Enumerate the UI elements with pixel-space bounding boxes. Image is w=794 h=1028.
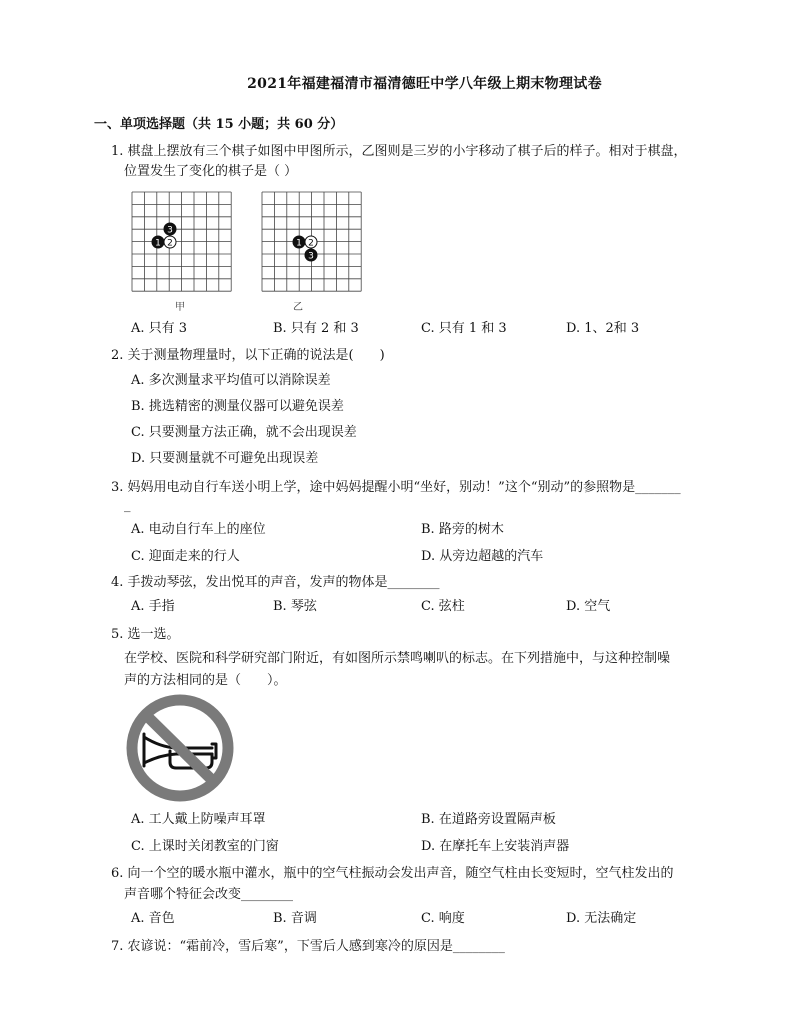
q2-option-a[interactable]: A. 多次测量求平均值可以消除误差 — [131, 373, 331, 388]
chessboard-b — [258, 188, 370, 298]
question-3-text-cont: _ — [124, 498, 131, 513]
q6-option-d[interactable]: D. 无法确定 — [566, 911, 637, 926]
q5-option-a[interactable]: A. 工人戴上防噪声耳罩 — [131, 812, 266, 827]
q4-option-b[interactable]: B. 琴弦 — [273, 599, 317, 614]
question-6-text-cont: 声音哪个特征会改变________ — [124, 887, 294, 902]
stone-3 — [305, 249, 317, 262]
question-5-text-cont2: 声的方法相同的是（ ）。 — [124, 673, 287, 688]
q3-option-d[interactable]: D. 从旁边超越的汽车 — [421, 549, 544, 564]
question-3-text: 3. 妈妈用电动自行车送小明上学，途中妈妈提醒小明“坐好，别动！”这个“别动”的参照物是_______ — [111, 480, 681, 495]
stone-3 — [164, 223, 176, 236]
stone-1 — [152, 236, 164, 249]
q1-option-d[interactable]: D. 1、2和 3 — [566, 321, 640, 336]
q2-option-b[interactable]: B. 挑选精密的测量仪器可以避免误差 — [131, 399, 344, 414]
q5-option-c[interactable]: C. 上课时关闭教室的门窗 — [131, 839, 279, 854]
question-7-text: 7. 农谚说：“霜前冷，雪后寒”，下雪后人感到寒冷的原因是________ — [111, 939, 505, 954]
chessboard-a — [128, 188, 240, 298]
question-1-text: 1. 棋盘上摆放有三个棋子如图中甲图所示，乙图则是三岁的小宇移动了棋子后的样子。相对于棋盘， — [111, 144, 687, 159]
question-5-text: 5. 选一选。 — [111, 627, 180, 642]
svg-text:1: 1 — [296, 238, 302, 249]
q4-option-d[interactable]: D. 空气 — [566, 599, 611, 614]
svg-text:1: 1 — [155, 238, 161, 249]
page-title: 2021年福建福清市福清德旺中学八年级上期末物理试卷 — [247, 76, 602, 92]
q3-option-b[interactable]: B. 路旁的树木 — [421, 522, 504, 537]
question-2-text: 2. 关于测量物理量时，以下正确的说法是( ) — [111, 348, 385, 363]
question-6-text: 6. 向一个空的暖水瓶中灌水，瓶中的空气柱振动会发出声音，随空气柱由长变短时，空气柱发出的 — [111, 866, 674, 881]
board-b-label: 乙 — [293, 302, 303, 313]
q6-option-b[interactable]: B. 音调 — [273, 911, 317, 926]
question-4-text: 4. 手拨动琴弦，发出悦耳的声音，发声的物体是________ — [111, 575, 440, 590]
svg-text:3: 3 — [308, 251, 314, 262]
q4-option-a[interactable]: A. 手指 — [131, 599, 175, 614]
svg-text:2: 2 — [308, 238, 314, 249]
q4-option-c[interactable]: C. 弦柱 — [421, 599, 465, 614]
stone-2 — [305, 236, 317, 249]
stone-2 — [164, 236, 176, 249]
q3-option-a[interactable]: A. 电动自行车上的座位 — [131, 522, 266, 537]
q5-option-d[interactable]: D. 在摩托车上安装消声器 — [421, 839, 570, 854]
stone-1 — [293, 236, 305, 249]
svg-text:2: 2 — [167, 238, 173, 249]
question-1-text-cont: 位置发生了变化的棋子是（ ） — [124, 164, 298, 179]
q1-option-b[interactable]: B. 只有 2 和 3 — [273, 321, 359, 336]
question-5-text-cont1: 在学校、医院和科学研究部门附近，有如图所示禁鸣喇叭的标志。在下列措施中，与这种控制噪 — [124, 651, 671, 666]
q6-option-a[interactable]: A. 音色 — [131, 911, 175, 926]
board-a-label: 甲 — [175, 302, 185, 313]
q5-option-b[interactable]: B. 在道路旁设置隔声板 — [421, 812, 556, 827]
svg-text:3: 3 — [167, 225, 173, 236]
q3-option-c[interactable]: C. 迎面走来的行人 — [131, 549, 240, 564]
section-heading: 一、单项选择题（共 15 小题；共 60 分） — [94, 117, 344, 132]
q1-option-a[interactable]: A. 只有 3 — [131, 321, 188, 336]
q6-option-c[interactable]: C. 响度 — [421, 911, 465, 926]
q2-option-d[interactable]: D. 只要测量就不可避免出现误差 — [131, 451, 319, 466]
q2-option-c[interactable]: C. 只要测量方法正确，就不会出现误差 — [131, 425, 357, 440]
no-horn-sign-icon — [124, 692, 236, 804]
q1-option-c[interactable]: C. 只有 1 和 3 — [421, 321, 507, 336]
